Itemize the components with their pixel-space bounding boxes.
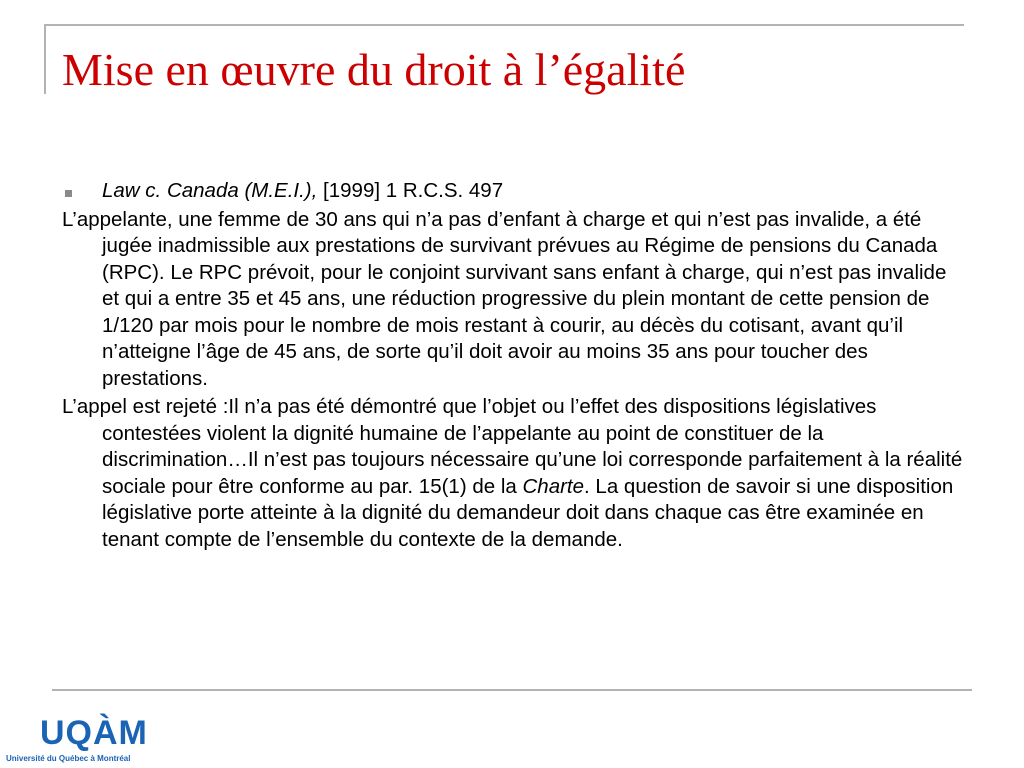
citation-bullet <box>62 178 967 205</box>
decision-text-part2: . La question de savoir si une disposition législative porte atteinte à la dignité du demandeur doit dans chaque cas être examinée en tenant compte de l’ensemble du contexte de la demande. <box>102 474 954 551</box>
frame-bottom-line <box>52 689 972 691</box>
frame-top-line <box>44 24 964 26</box>
logo-mark: UQÀM <box>40 714 148 752</box>
charte-italic: Charte <box>522 474 585 498</box>
decision-text-part1: L’appel est rejeté :Il n’a pas été démontré que l’objet ou l’effet des dispositions législatives contestées violent la dignité humaine de l’appelante au point de constituer de la discrimination…Il n’est pas toujours nécessaire qu’une loi corresponde parfaitement à la réalité sociale pour être conforme au par. 15(1) de la <box>62 395 963 498</box>
logo-tagline: Université du Québec à Montréal <box>6 754 131 763</box>
case-reference: [1999] 1 R.C.S. 497 <box>317 179 504 202</box>
case-name: Law c. Canada (M.E.I.), <box>102 179 318 202</box>
square-bullet-icon <box>65 190 72 197</box>
decision-paragraph <box>62 394 967 553</box>
frame-left-line <box>44 24 46 94</box>
uqam-logo <box>6 710 156 766</box>
slide-body <box>62 178 967 555</box>
facts-paragraph: L’appelante, une femme de 30 ans qui n’a pas d’enfant à charge et qui n’est pas invalide, a été jugée inadmissible aux prestations de survivant prévues au Régime de pensions du Canada (RPC). Le RPC prévoit, pour le conjoint survivant sans enfant à charge, qui n’est pas invalide et qui a entre 35 et 45 ans, une réduction progressive du plein montant de cette pension de 1/120 par mois pour le nombre de mois restant à courir, au décès du cotisant, avant qu’il n’atteigne l’âge de 45 ans, de sorte qu’il doit avoir au moins 35 ans pour toucher des prestations. <box>62 207 947 390</box>
slide-title: Mise en œuvre du droit à l’égalité <box>62 44 686 95</box>
